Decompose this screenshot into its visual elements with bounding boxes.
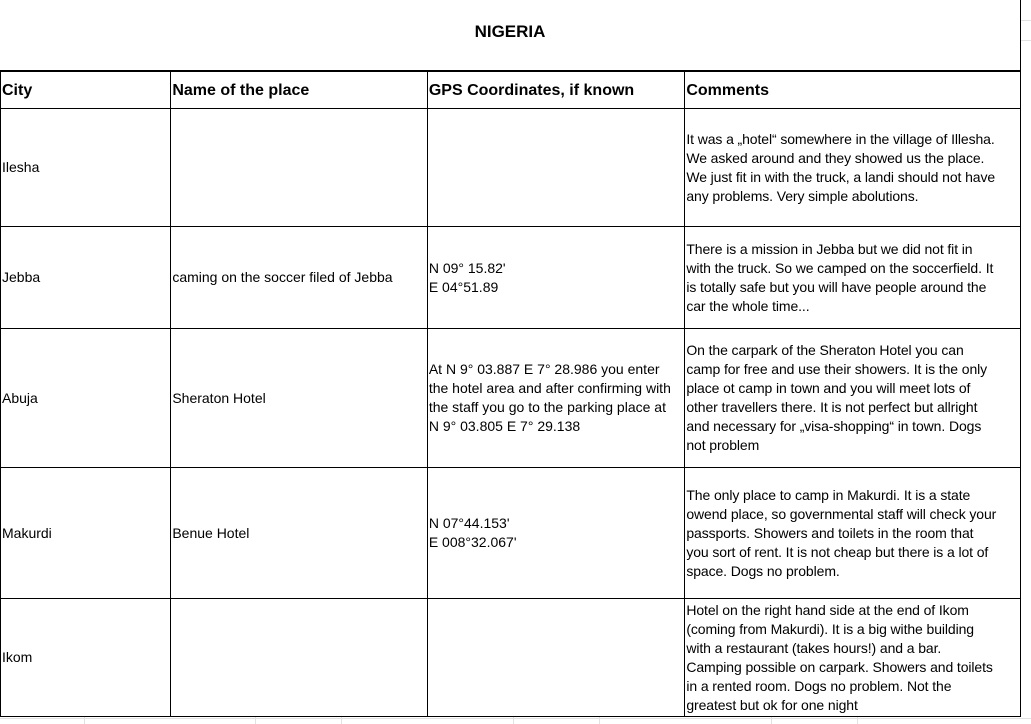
place-name-cell[interactable]: Sheraton Hotel bbox=[171, 329, 428, 468]
gridline bbox=[0, 718, 1031, 719]
sheet-title: NIGERIA bbox=[474, 22, 546, 41]
header-city[interactable]: City bbox=[1, 72, 171, 109]
title-cell[interactable] bbox=[0, 0, 1021, 72]
place-name-cell[interactable] bbox=[171, 599, 428, 717]
comments-cell[interactable]: There is a mission in Jebba but we did not fit in with the truck. So we camped on the soccerfield. It is totally safe but you will have people around the car the whole time... bbox=[685, 227, 1021, 329]
table-row bbox=[1, 109, 1021, 227]
city-cell[interactable]: Ilesha bbox=[1, 109, 171, 227]
campsite-table bbox=[0, 71, 1021, 717]
city-cell[interactable]: Abuja bbox=[1, 329, 171, 468]
header-name[interactable]: Name of the place bbox=[171, 72, 428, 109]
table-row bbox=[1, 329, 1021, 468]
gps-cell[interactable]: N 09° 15.82' E 04°51.89 bbox=[427, 227, 685, 329]
header-comments[interactable]: Comments bbox=[685, 72, 1021, 109]
city-cell[interactable]: Makurdi bbox=[1, 468, 171, 599]
place-name-cell[interactable] bbox=[171, 109, 428, 227]
place-name-cell[interactable]: caming on the soccer filed of Jebba bbox=[171, 227, 428, 329]
header-row bbox=[1, 72, 1021, 109]
comments-cell[interactable]: It was a „hotel“ somewhere in the village of Illesha. We asked around and they showed us the place. We just fit in with the truck, a landi should not have any problems. Very simple abolutions. bbox=[685, 109, 1021, 227]
gps-cell[interactable] bbox=[427, 599, 685, 717]
comments-cell[interactable]: On the carpark of the Sheraton Hotel you can camp for free and use their showers. It is the only place ot camp in town and you will meet lots of other travellers there. It is not perfect but allright and necessary for „visa-shopping“ in town. Dogs not problem bbox=[685, 329, 1021, 468]
city-cell[interactable]: Ikom bbox=[1, 599, 171, 717]
table-row bbox=[1, 227, 1021, 329]
place-name-cell[interactable]: Benue Hotel bbox=[171, 468, 428, 599]
header-gps[interactable]: GPS Coordinates, if known bbox=[427, 72, 685, 109]
table-row bbox=[1, 599, 1021, 717]
gps-cell[interactable]: N 07°44.153' E 008°32.067' bbox=[427, 468, 685, 599]
city-cell[interactable]: Jebba bbox=[1, 227, 171, 329]
comments-cell[interactable]: The only place to camp in Makurdi. It is a state owend place, so governmental staff will check your passports. Showers and toilets in the room that you sort of rent. It is not cheap but there is a lot of space. Dogs no problem. bbox=[685, 468, 1021, 599]
table-row bbox=[1, 468, 1021, 599]
comments-cell[interactable]: Hotel on the right hand side at the end of Ikom (coming from Makurdi). It is a big withe building with a restaurant (takes hours!) and a bar. Camping possible on carpark. Showers and toilets in a rented room. Dogs no problem. Not the greatest but ok for one night bbox=[685, 599, 1021, 717]
gps-cell[interactable]: At N 9° 03.887 E 7° 28.986 you enter the hotel area and after confirming with the staff you go to the parking place at N 9° 03.805 E 7° 29.138 bbox=[427, 329, 685, 468]
gps-cell[interactable] bbox=[427, 109, 685, 227]
